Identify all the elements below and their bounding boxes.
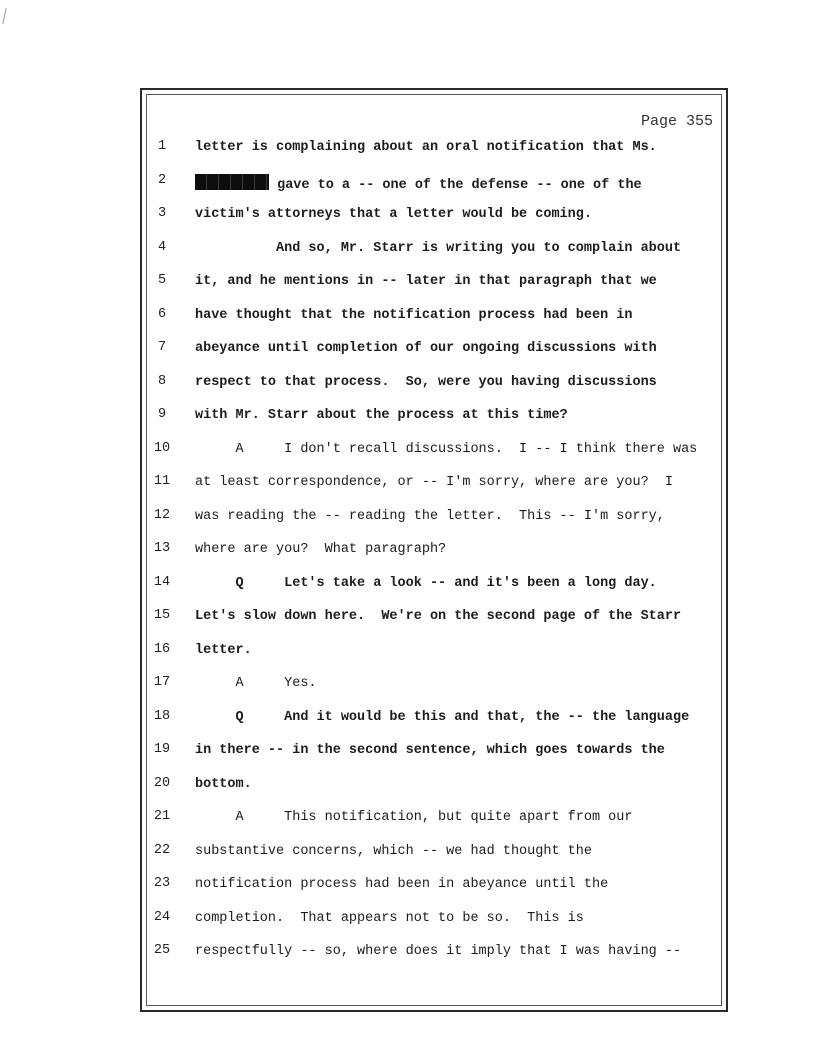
line-text: A I don't recall discussions. I -- I think there was [195, 441, 698, 457]
transcript-line [0, 774, 816, 806]
transcript-line [0, 439, 816, 471]
line-text: Q Let's take a look -- and it's been a long day. [195, 575, 657, 591]
transcript-line [0, 908, 816, 940]
line-number: 1 [157, 139, 167, 154]
line-number: 9 [157, 407, 167, 422]
transcript-line [0, 841, 816, 873]
line-text: abeyance until completion of our ongoing discussions with [195, 341, 657, 356]
line-text: And so, Mr. Starr is writing you to complain about [195, 240, 682, 256]
line-number: 12 [153, 507, 171, 523]
transcript-line [0, 673, 816, 705]
line-text [195, 174, 642, 193]
line-text: with Mr. Starr about the process at this time? [195, 408, 568, 423]
line-number: 20 [153, 775, 171, 791]
line-text: at least correspondence, or -- I'm sorry, where are you? I [195, 475, 673, 490]
line-number: 13 [153, 541, 171, 556]
transcript-line [0, 137, 816, 169]
line-number: 23 [153, 876, 171, 891]
line-number: 17 [153, 675, 171, 690]
transcript-line [0, 807, 816, 839]
line-text: completion. That appears not to be so. This is [195, 910, 584, 926]
line-number: 14 [153, 574, 171, 590]
line-number: 22 [153, 842, 171, 858]
line-text: respect to that process. So, were you having discussions [195, 374, 657, 390]
line-text: it, and he mentions in -- later in that paragraph that we [195, 274, 657, 289]
transcript-line [0, 506, 816, 538]
line-text: A Yes. [195, 676, 317, 691]
line-text-after-redaction: gave to a -- one of the defense -- one of the [269, 177, 642, 193]
line-text: have thought that the notification process had been in [195, 307, 633, 323]
line-number: 24 [153, 909, 171, 925]
line-number: 5 [157, 273, 167, 288]
line-text: in there -- in the second sentence, which goes towards the [195, 743, 665, 758]
transcript-line [0, 204, 816, 236]
line-number: 6 [157, 306, 167, 322]
line-number: 21 [153, 809, 171, 824]
transcript-line [0, 372, 816, 404]
transcript-line [0, 171, 816, 203]
transcript-line [0, 707, 816, 739]
line-number: 25 [153, 943, 171, 958]
line-number: 11 [153, 474, 171, 489]
line-number: 10 [153, 440, 171, 456]
line-text: Let's slow down here. We're on the second page of the Starr [195, 609, 682, 624]
line-text: respectfully -- so, where does it imply that I was having -- [195, 944, 682, 959]
line-text: letter. [195, 642, 252, 658]
line-number: 2 [157, 172, 167, 188]
line-text: letter is complaining about an oral notification that Ms. [195, 140, 657, 155]
line-number: 4 [157, 239, 167, 255]
line-text: victim's attorneys that a letter would be coming. [195, 207, 592, 222]
transcript-line [0, 606, 816, 638]
line-text: notification process had been in abeyance until the [195, 877, 609, 892]
transcript-line [0, 338, 816, 370]
line-text: Q And it would be this and that, the -- the language [195, 709, 690, 725]
transcript-line [0, 640, 816, 672]
transcript-line [0, 874, 816, 906]
margin-mark [2, 8, 6, 24]
line-text: was reading the -- reading the letter. This -- I'm sorry, [195, 508, 665, 524]
transcript-line [0, 305, 816, 337]
line-text: bottom. [195, 776, 252, 792]
line-number: 18 [153, 708, 171, 724]
transcript-line [0, 472, 816, 504]
page-number: Page 355 [640, 113, 713, 130]
transcript-line [0, 941, 816, 973]
line-number: 3 [157, 206, 167, 221]
transcript-line [0, 573, 816, 605]
line-number: 7 [157, 340, 167, 355]
redaction-block [195, 174, 269, 190]
line-number: 8 [157, 373, 167, 389]
line-text: A This notification, but quite apart from our [195, 810, 633, 825]
line-number: 19 [153, 742, 171, 757]
line-text: where are you? What paragraph? [195, 542, 447, 557]
transcript-line [0, 238, 816, 270]
line-text: substantive concerns, which -- we had thought the [195, 843, 592, 859]
transcript-line [0, 271, 816, 303]
transcript-line [0, 740, 816, 772]
transcript-line [0, 539, 816, 571]
line-number: 15 [153, 608, 171, 623]
line-number: 16 [153, 641, 171, 657]
transcript-line [0, 405, 816, 437]
